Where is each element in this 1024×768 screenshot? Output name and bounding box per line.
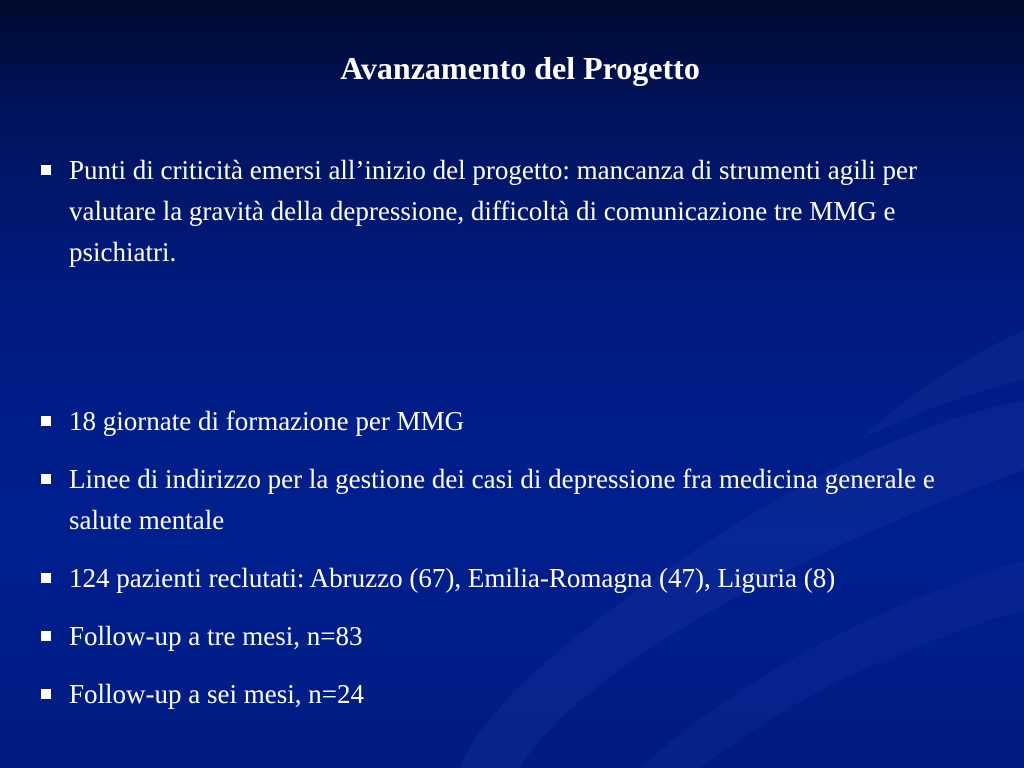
bullet-text: Punti di criticità emersi all’inizio del progetto: mancanza di strumenti agili per valutare la gravità della depressione, difficoltà di comunicazione tre MMG e psichiatri.	[69, 155, 917, 267]
bullet-list	[40, 150, 990, 732]
bullet-text: 124 pazienti reclutati: Abruzzo (67), Emilia-Romagna (47), Liguria (8)	[69, 563, 836, 593]
square-bullet-icon	[41, 631, 51, 641]
square-bullet-icon	[41, 165, 51, 175]
slide-title: Avanzamento del Progetto	[340, 50, 700, 86]
bullet-item	[40, 401, 990, 442]
bullet-text: Follow-up a tre mesi, n=83	[69, 621, 363, 651]
bullet-text: 18 giornate di formazione per MMG	[69, 406, 465, 436]
bullet-item	[40, 459, 990, 541]
bullet-item	[40, 616, 990, 657]
bullet-text: Linee di indirizzo per la gestione dei casi di depressione fra medicina generale e salute mentale	[69, 464, 935, 535]
bullet-text: Follow-up a sei mesi, n=24	[69, 679, 364, 709]
square-bullet-icon	[41, 416, 51, 426]
bullet-item	[40, 674, 990, 715]
square-bullet-icon	[41, 573, 51, 583]
bullet-item	[40, 558, 990, 599]
square-bullet-icon	[41, 689, 51, 699]
square-bullet-icon	[41, 474, 51, 484]
bullet-item	[40, 150, 990, 273]
